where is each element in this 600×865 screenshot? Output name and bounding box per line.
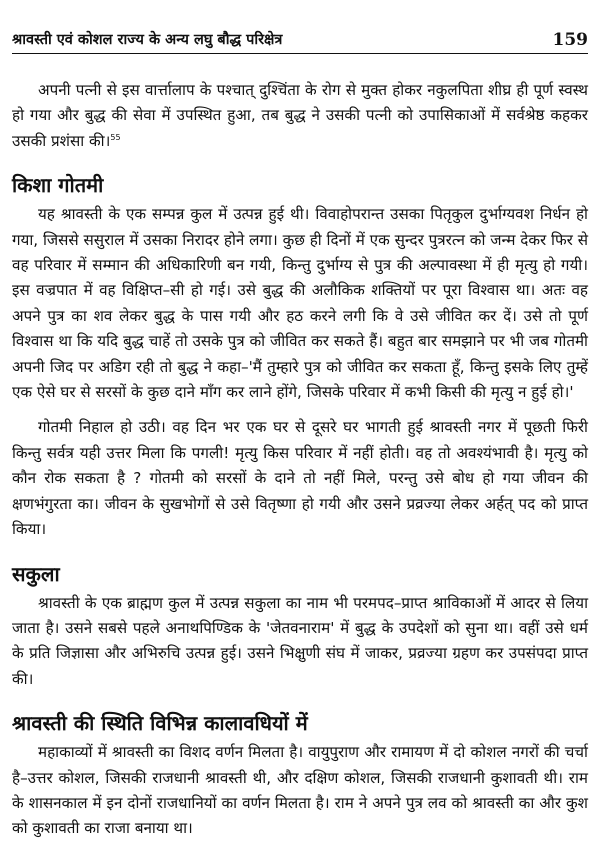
chapter-title: श्रावस्ती एवं कोशल राज्य के अन्य लघु बौद्ध परिक्षेत्र [12,32,283,48]
running-header [12,30,588,54]
section-heading-shravasti-periods: श्रावस्ती की स्थिति विभिन्न कालावधियों में [12,711,308,736]
footnote-marker: 55 [110,132,121,142]
paragraph: गोतमी निहाल हो उठी। वह दिन भर एक घर से दूसरे घर भागती हुई श्रावस्ती नगर में पूछती फिरी किन्तु सर्वत्र यही उत्तर मिला कि पगली! मृत्यु किस परिवार में नहीं होती। वह तो अवश्यंभावी है। मृत्यु को कौन रोक सकता है ? गोतमी को सरसों के दाने तो नहीं मिले, परन्तु उसे बोध हो गया जीवन की क्षणभंगुरता का। जीवन के सुखभोगों से उसे वितृष्णा हो गयी और उसने प्रव्रज्या लेकर अर्हत् पद को प्राप्त किया। [12,418,588,539]
section-heading-sakula: सकुला [12,561,60,586]
section-heading-kisha-gotami: किशा गोतमी [12,173,104,198]
paragraph: श्रावस्ती के एक ब्राह्मण कुल में उत्पन्न सकुला का नाम भी परमपद–प्राप्त श्राविकाओं में आदर से लिया जाता है। उसने सबसे पहले अनाथपिण्डिक के 'जेतवनाराम' में बुद्ध के उपदेशों को सुना था। वहीं उसे धर्म के प्रति जिज्ञासा और अभिरुचि उत्पन्न हुई। उसने भिक्षुणी संघ में जाकर, प्रव्रज्या ग्रहण कर उपसंपदा प्राप्त की। [12,593,588,688]
intro-paragraph [12,78,588,154]
intro-text: अपनी पत्नी से इस वार्त्तालाप के पश्चात् दुश्चिंता के रोग से मुक्त होकर नकुलपिता शीघ्र ही पूर्ण स्वस्थ हो गया और बुद्ध की सेवा में उपस्थित हुआ, तब बुद्ध ने उसकी पत्नी को उपासिकाओं में सर्वश्रेष्ठ कहकर उसकी प्रशंसा की। [12,81,588,150]
page-body [12,78,588,852]
paragraph: यह श्रावस्ती के एक सम्पन्न कुल में उत्पन्न हुई थी। विवाहोपरान्त उसका पितृकुल दुर्भाग्यवश निर्धन हो गया, जिससे ससुराल में उसका निरादर होने लगा। कुछ ही दिनों में एक सुन्दर पुत्ररत्न को जन्म देकर फिर से वह परिवार में सम्मान की अधिकारिणी बन गयी, किन्तु दुर्भाग्य से पुत्र की अल्पावस्था में ही मृत्यु हो गयी। इस वज्रपात में वह विक्षिप्त–सी हो गई। उसे बुद्ध की अलौकिक शक्तियों पर पूरा विश्वास था। अतः वह अपने पुत्र का शव लेकर बुद्ध के पास गयी और हठ करने लगी कि वे उसे जीवित कर दें। उसे तो पूर्ण विश्वास था कि यदि बुद्ध चाहें तो उसके पुत्र को जीवित कर सकते हैं। बहुत बार समझाने पर भी जब गोतमी अपनी जिद पर अडिग रही तो बुद्ध ने कहा–'मैं तुम्हारे पुत्र को जीवित कर सकता हूँ, किन्तु इसके लिए तुम्हें एक ऐसे घर से सरसों के कुछ दाने माँग कर लाने होंगे, जिसके परिवार में कभी किसी की मृत्यु न हुई हो।' [12,205,588,402]
page-number: 159 [552,30,588,50]
paragraph: महाकाव्यों में श्रावस्ती का विशद वर्णन मिलता है। वायुपुराण और रामायण में दो कोशल नगरों की चर्चा है–उत्तर कोशल, जिसकी राजधानी श्रावस्ती थी, और दक्षिण कोशल, जिसकी राजधानी कुशावती थी। राम के शासनकाल में इन दोनों राजधानियों का वर्णन मिलता है। राम ने अपने पुत्र लव को श्रावस्ती का और कुश को कुशावती का राजा बनाया था। [12,743,588,838]
